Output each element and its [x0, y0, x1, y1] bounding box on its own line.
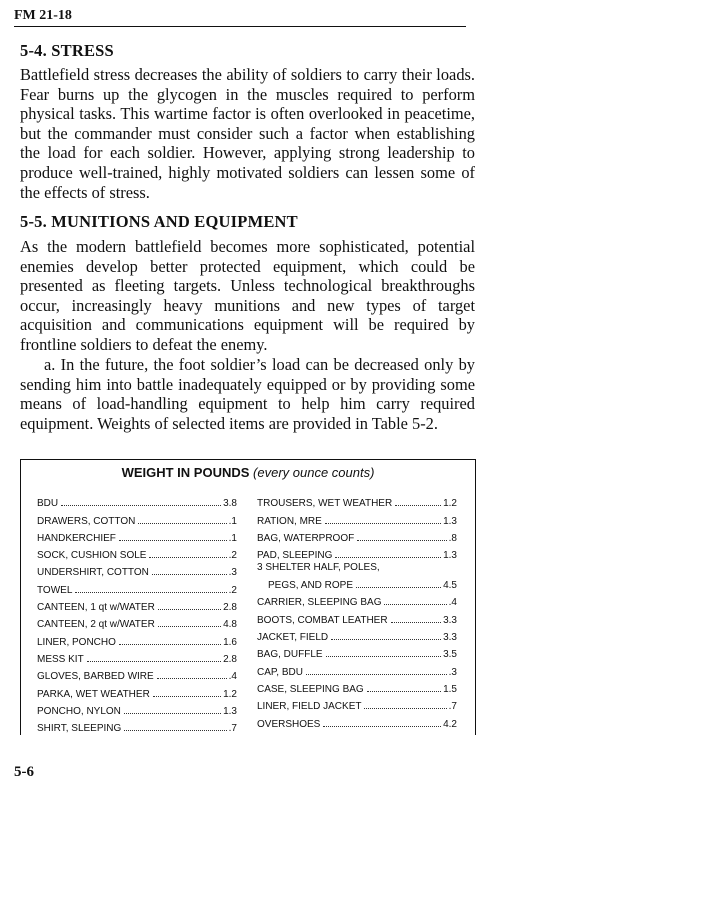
item-label: GLOVES, BARBED WIRE	[37, 671, 154, 683]
table-row	[257, 527, 457, 544]
item-label: BAG, DUFFLE	[257, 649, 323, 661]
table-row	[37, 509, 237, 526]
item-weight: 4.5	[443, 580, 457, 592]
item-weight: 1.5	[443, 683, 457, 695]
item-label: BOOTS, COMBAT LEATHER	[257, 614, 388, 626]
item-label: CANTEEN, 1 qt w/WATER	[37, 602, 155, 614]
dot-leader	[367, 691, 441, 692]
item-label: BDU	[37, 498, 59, 510]
item-label: SOCK, CUSHION SOLE	[37, 550, 147, 562]
item-weight: 2.8	[223, 602, 237, 614]
item-weight: .2	[228, 550, 237, 562]
item-weight: 1.3	[223, 705, 237, 717]
item-label: PEGS, AND ROPE	[268, 580, 354, 592]
item-label: UNDERSHIRT, COTTON	[37, 567, 149, 579]
item-weight: .2	[228, 584, 237, 596]
dot-leader	[138, 523, 226, 524]
item-label: PONCHO, NYLON	[37, 705, 121, 717]
weight-table	[20, 459, 476, 735]
dot-leader	[306, 674, 447, 675]
item-weight: .8	[448, 532, 457, 544]
dot-leader	[75, 592, 226, 593]
dot-leader	[157, 678, 227, 679]
manual-number: FM 21-18	[14, 8, 72, 23]
table-row	[257, 492, 457, 509]
item-label: RATION, MRE	[257, 515, 322, 527]
item-weight: 3.3	[443, 632, 457, 644]
item-weight: .3	[448, 666, 457, 678]
dot-leader	[158, 609, 221, 610]
dot-leader	[124, 713, 221, 714]
paragraph-future-load: a. In the future, the foot soldier’s load can be decreased only by sending him into battle inadequately equipped or by providing some means of load-handling equipment to help him carry required equipment. Weights of selected items are provided in Table 5-2.	[20, 355, 475, 433]
table-row	[37, 527, 237, 544]
table-row	[37, 596, 237, 613]
table-row	[37, 492, 237, 509]
item-weight: 1.3	[443, 515, 457, 527]
item-label: JACKET, FIELD	[257, 632, 329, 644]
dot-leader	[335, 557, 441, 558]
dot-leader	[326, 656, 442, 657]
table-column-right	[257, 492, 457, 730]
item-label: CARRIER, SLEEPING BAG	[257, 597, 382, 609]
dot-leader	[153, 696, 221, 697]
dot-leader	[391, 622, 442, 623]
dot-leader	[149, 557, 226, 558]
item-weight: 3.8	[223, 498, 237, 510]
dot-leader	[119, 644, 221, 645]
dot-leader	[87, 661, 221, 662]
item-label: PARKA, WET WEATHER	[37, 688, 150, 700]
dot-leader	[331, 639, 441, 640]
item-weight: .7	[228, 723, 237, 735]
item-label: CANTEEN, 2 qt w/WATER	[37, 619, 155, 631]
item-label: LINER, PONCHO	[37, 636, 116, 648]
item-label: BAG, WATERPROOF	[257, 532, 355, 544]
paragraph-munitions: As the modern battlefield becomes more sophisticated, potential enemies develop better protected equipment, which could be presented as fleeting targets. Unless technological breakthroughs occur, increasingly heavy munitions and new types of target acquisition and communications equipment will be required by frontline soldiers to defeat the enemy.	[20, 237, 475, 354]
item-weight: 1.2	[223, 688, 237, 700]
table-title-sub: (every ounce counts)	[253, 465, 375, 480]
table-row	[257, 626, 457, 643]
item-label: TOWEL	[37, 584, 73, 596]
table-row	[257, 509, 457, 526]
table-row	[257, 591, 457, 608]
dot-leader	[356, 587, 441, 588]
dot-leader	[384, 604, 446, 605]
item-label-line2	[257, 575, 457, 591]
table-title	[21, 465, 475, 480]
table-row	[37, 665, 237, 682]
item-label: SHIRT, SLEEPING	[37, 723, 122, 735]
item-weight: .1	[228, 515, 237, 527]
item-label: CAP, BDU	[257, 666, 303, 678]
table-row	[37, 682, 237, 699]
page-number: 5-6	[14, 764, 34, 780]
item-label: HANDKERCHIEF	[37, 532, 116, 544]
table-row	[257, 561, 457, 591]
item-label-line1: 3 SHELTER HALF, POLES,	[257, 562, 380, 574]
item-label: TROUSERS, WET WEATHER	[257, 498, 393, 510]
dot-leader	[124, 730, 226, 731]
table-row	[257, 712, 457, 729]
dot-leader	[152, 574, 227, 575]
table-row	[257, 660, 457, 677]
table-row	[257, 643, 457, 660]
item-label: OVERSHOES	[257, 718, 321, 730]
item-weight: 3.3	[443, 614, 457, 626]
dot-leader	[119, 540, 227, 541]
table-row	[257, 608, 457, 625]
table-title-main: WEIGHT IN POUNDS	[121, 465, 250, 480]
running-header	[14, 6, 466, 27]
item-weight: .4	[448, 597, 457, 609]
table-row	[37, 648, 237, 665]
table-row	[257, 695, 457, 712]
dot-leader	[357, 540, 446, 541]
table-row	[37, 700, 237, 717]
item-weight: 4.8	[223, 619, 237, 631]
item-weight: 4.2	[443, 718, 457, 730]
dot-leader	[364, 708, 446, 709]
section-title-stress: 5-4. STRESS	[20, 41, 114, 60]
item-weight: 1.2	[443, 498, 457, 510]
dot-leader	[395, 505, 441, 506]
table-row	[37, 613, 237, 630]
dot-leader	[61, 505, 221, 506]
item-label: CASE, SLEEPING BAG	[257, 683, 364, 695]
item-weight: .1	[228, 532, 237, 544]
item-weight: .4	[228, 671, 237, 683]
table-row	[37, 717, 237, 734]
table-row	[37, 578, 237, 595]
item-weight: 3.5	[443, 649, 457, 661]
item-weight: 1.3	[443, 550, 457, 562]
item-weight: .7	[448, 701, 457, 713]
item-label: LINER, FIELD JACKET	[257, 701, 362, 713]
item-weight: 1.6	[223, 636, 237, 648]
paragraph-stress: Battlefield stress decreases the ability of soldiers to carry their loads. Fear burns up the glycogen in the muscles required to perform physical tasks. This wartime factor is often overlooked in peacetime, but the commander must consider such a factor when establishing the load for each soldier. However, applying strong leadership to produce well-trained, highly motivated soldiers can lessen some of the effects of stress.	[20, 65, 475, 202]
item-weight: 2.8	[223, 653, 237, 665]
dot-leader	[325, 523, 441, 524]
item-weight: .3	[228, 567, 237, 579]
item-label: MESS KIT	[37, 653, 84, 665]
table-row	[257, 678, 457, 695]
section-title-munitions: 5-5. MUNITIONS AND EQUIPMENT	[20, 212, 298, 231]
item-label: PAD, SLEEPING	[257, 550, 333, 562]
dot-leader	[158, 626, 221, 627]
table-row	[37, 544, 237, 561]
table-row	[257, 544, 457, 561]
table-row	[37, 630, 237, 647]
item-label: DRAWERS, COTTON	[37, 515, 136, 527]
dot-leader	[323, 726, 441, 727]
table-row	[37, 561, 237, 578]
table-column-left	[37, 492, 237, 734]
